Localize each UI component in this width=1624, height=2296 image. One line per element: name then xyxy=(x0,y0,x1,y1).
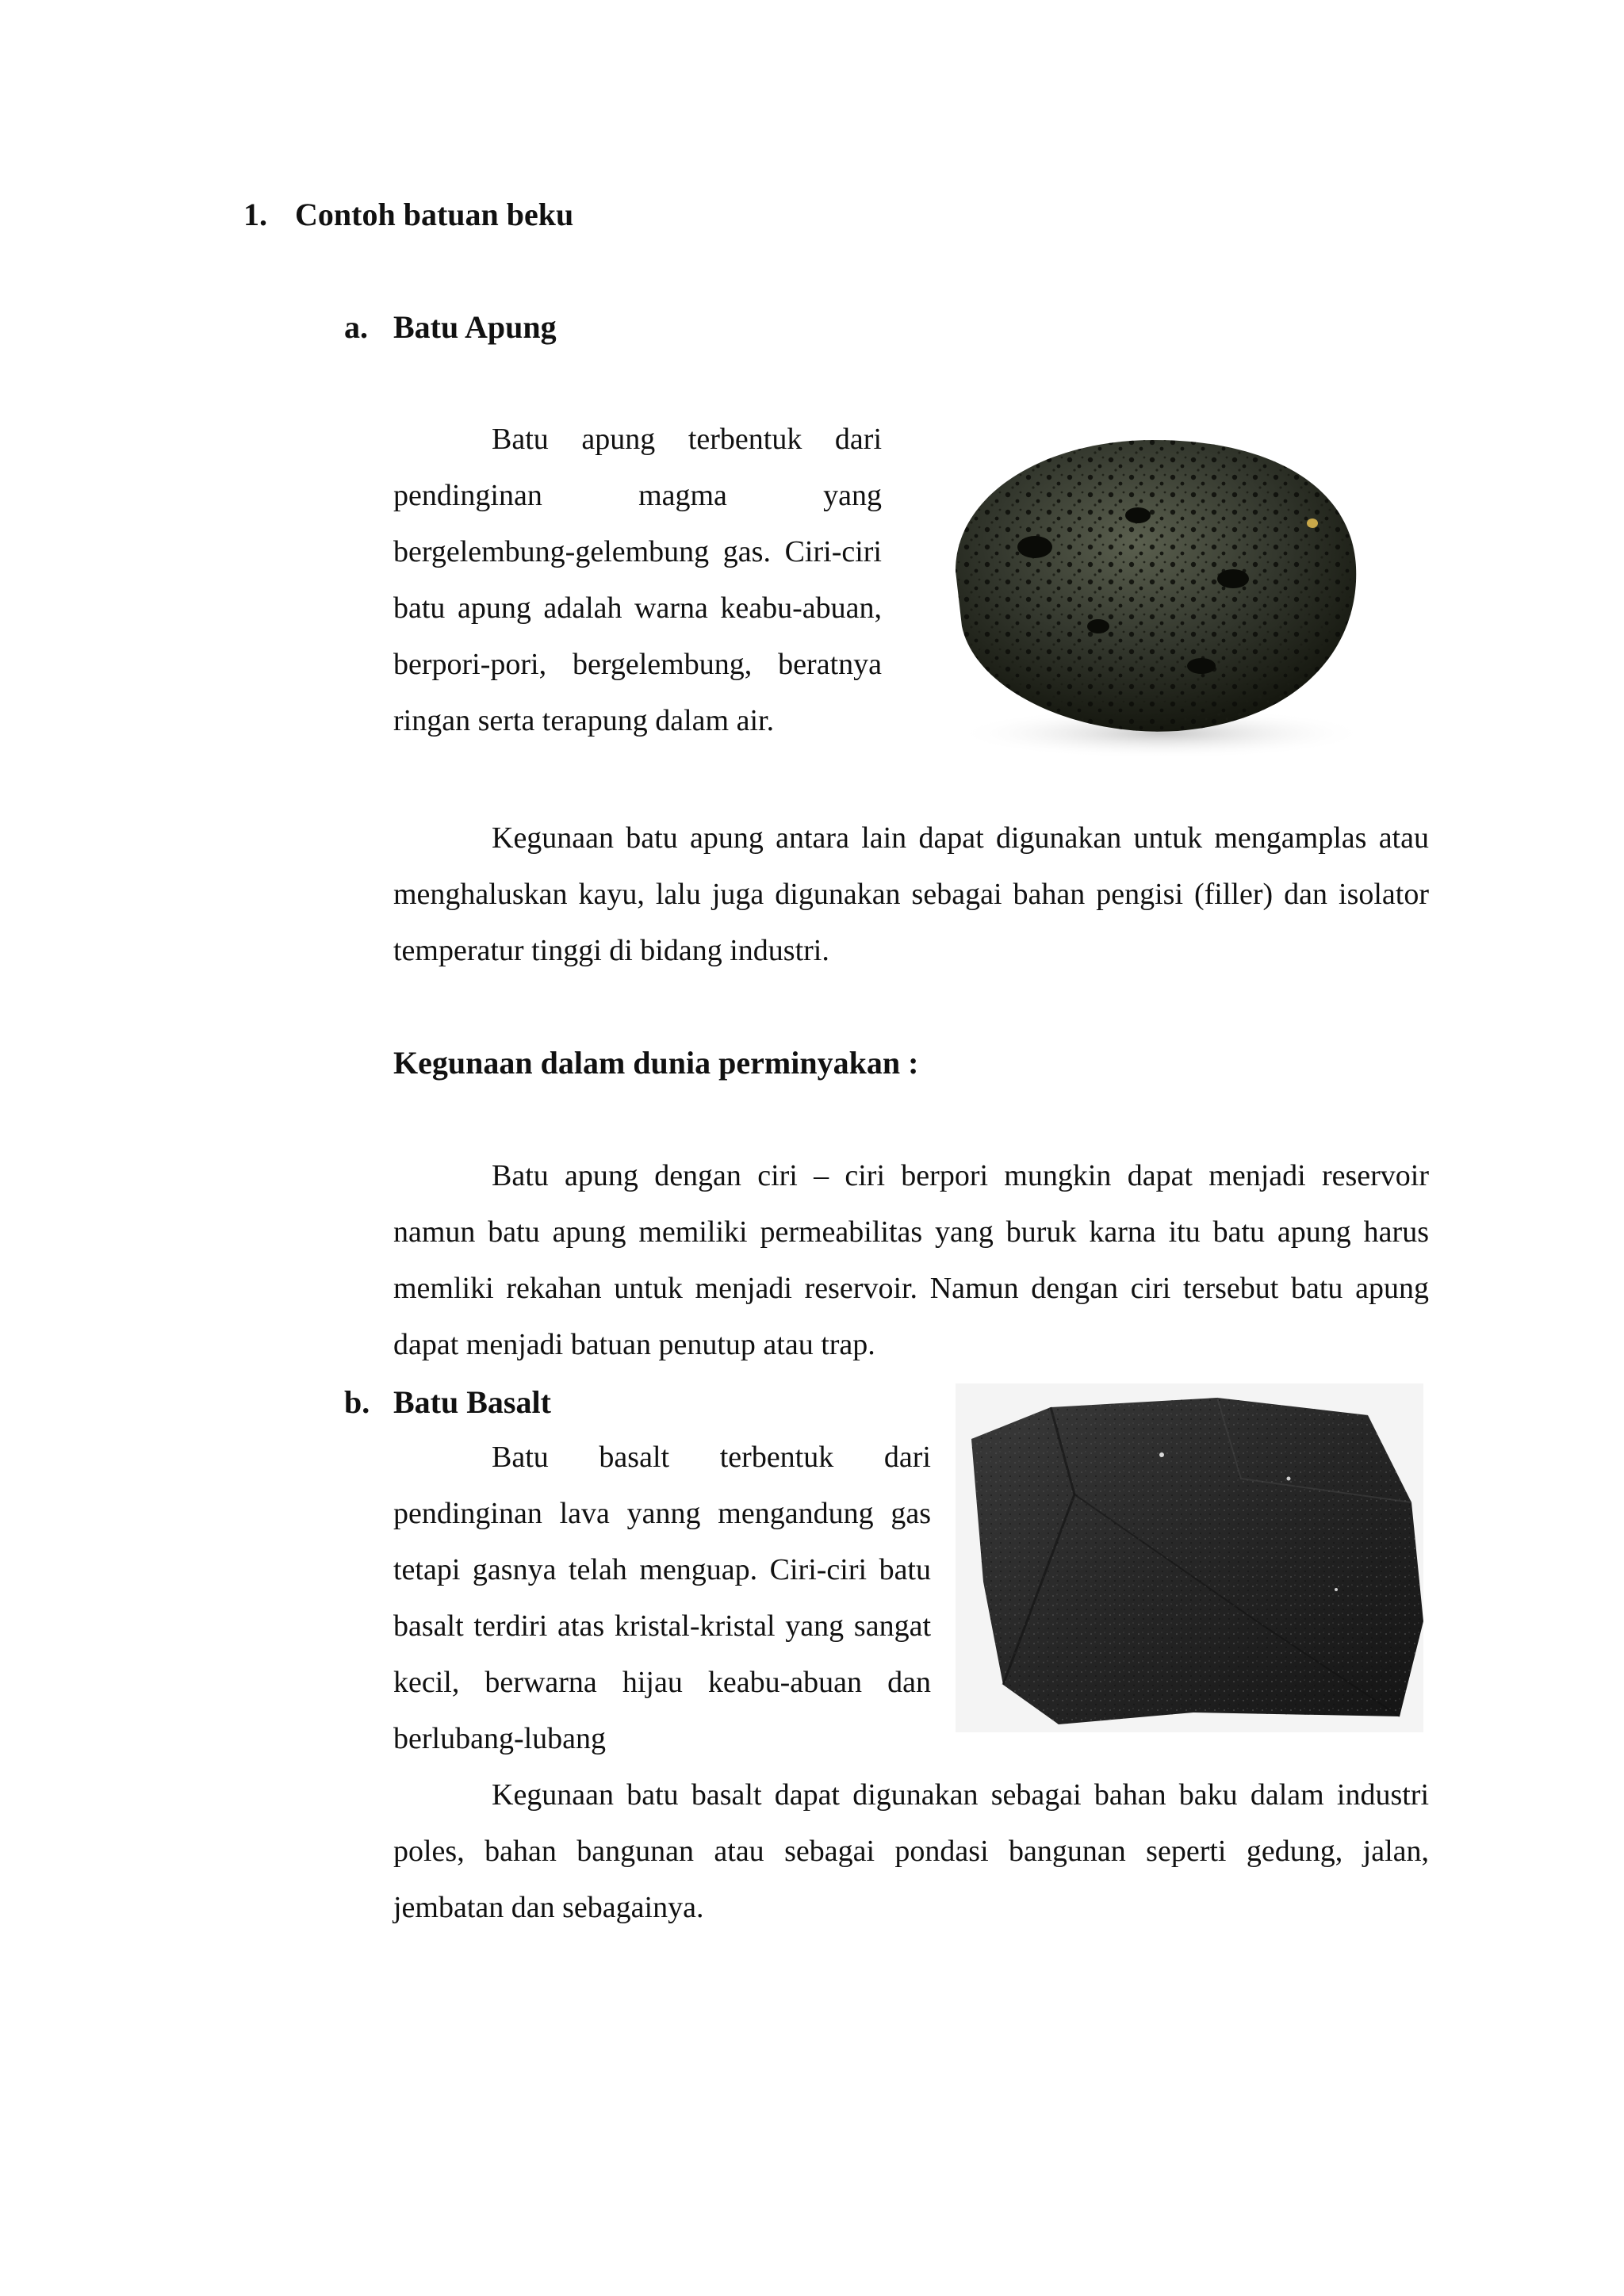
subheading-letter: b. xyxy=(344,1384,370,1420)
basalt-rock-icon xyxy=(956,1383,1423,1732)
subheading-batu-basalt xyxy=(344,1383,551,1422)
pumice-stone-icon xyxy=(900,420,1408,761)
subheading-batu-apung xyxy=(344,308,557,347)
subheading-letter: a. xyxy=(344,309,368,345)
oil-usage-text: Batu apung dengan ciri – ciri berpori mungkin dapat menjadi reservoir namun batu apung memiliki permeabilitas yang buruk karna itu batu apung harus memliki rekahan untuk menjadi reservoir. Namun dengan ciri tersebut batu apung dapat menjadi batuan penutup atau trap. xyxy=(393,1159,1429,1361)
batu-basalt-description: Batu basalt terbentuk dari pendinginan lava yanng mengandung gas tetapi gasnya telah menguap. Ciri-ciri batu basalt terdiri atas kristal-kristal yang sangat kecil, berwarna hijau keabu-abuan dan berlubang-lubang xyxy=(393,1441,931,1755)
basalt-rock-image xyxy=(956,1383,1423,1732)
subheading-title: Batu Basalt xyxy=(393,1384,551,1420)
section-number: 1. xyxy=(243,197,267,232)
subheading-title: Batu Apung xyxy=(393,309,557,345)
oil-usage-heading: Kegunaan dalam dunia perminyakan : xyxy=(393,1045,919,1081)
batu-basalt-usage: Kegunaan batu basalt dapat digunakan sebagai bahan baku dalam industri poles, bahan bangunan atau sebagai pondasi bangunan seperti gedung, jalan, jembatan dan sebagainya. xyxy=(393,1778,1429,1924)
pumice-stone-image xyxy=(900,420,1408,761)
batu-apung-description: Batu apung terbentuk dari pendinginan magma yang bergelembung-gelembung gas. Ciri-ciri batu apung adalah warna keabu-abuan, berpori-pori, bergelembung, beratnya ringan serta terapung dalam air. xyxy=(393,423,882,737)
section-heading xyxy=(243,195,573,235)
batu-apung-usage: Kegunaan batu apung antara lain dapat digunakan untuk mengamplas atau menghaluskan kayu, lalu juga digunakan sebagai bahan pengisi (filler) dan isolator temperatur tinggi di bidang industri. xyxy=(393,821,1429,967)
section-title: Contoh batuan beku xyxy=(295,197,574,232)
